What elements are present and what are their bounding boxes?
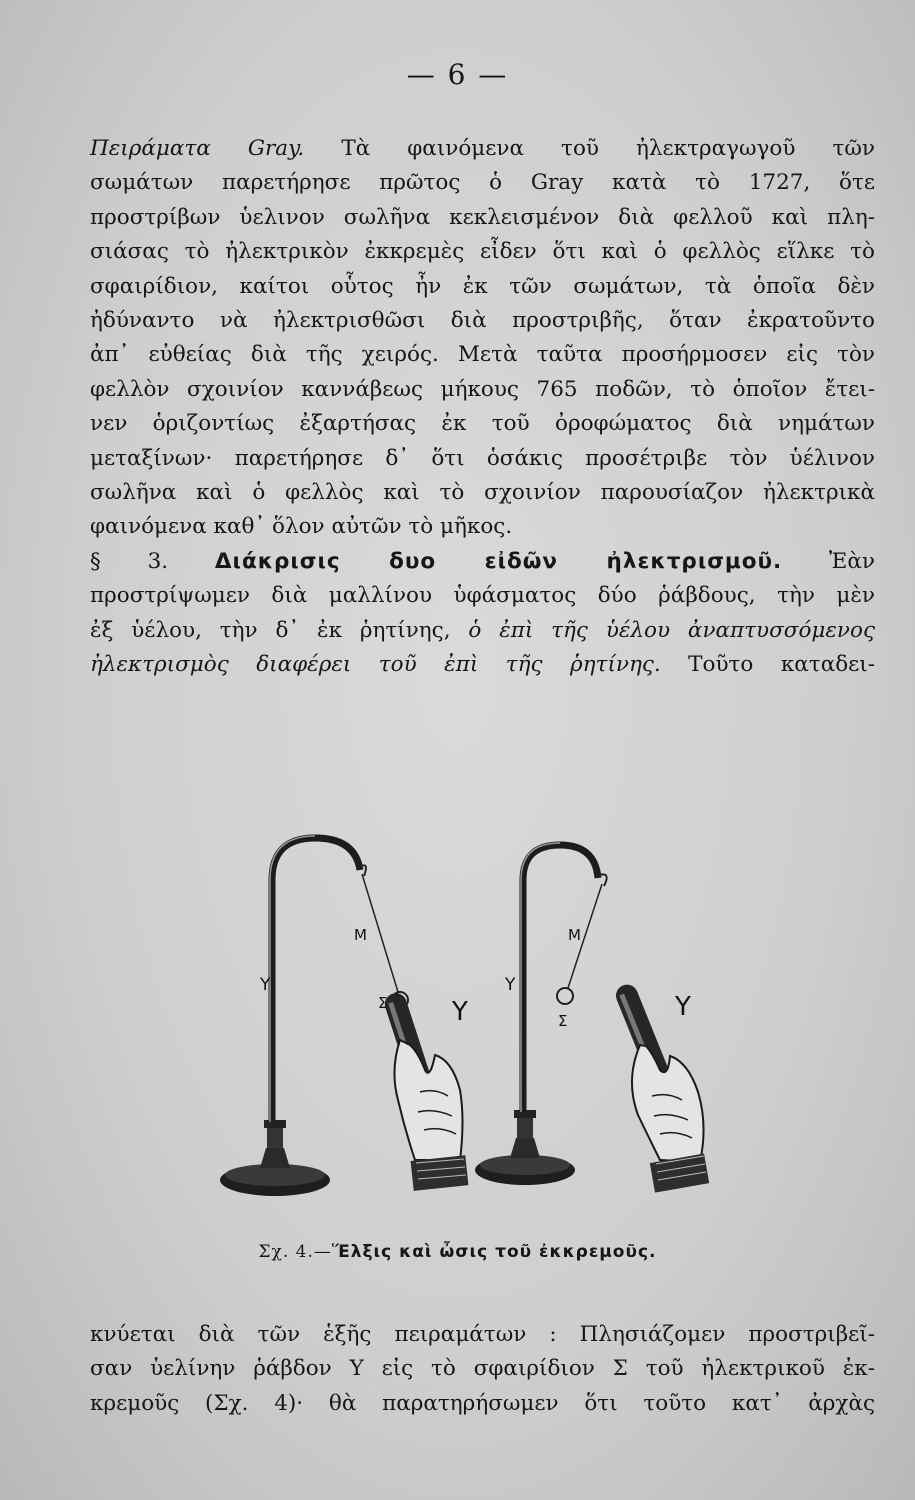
text-line: κνύεται διὰ τῶν ἑξῆς πειραμάτων : Πλησιάζομεν προστριβεῖ- <box>90 1322 875 1347</box>
label-rod-right: Y <box>505 975 516 995</box>
text-line: φαινόμενα καθ᾽ ὅλον αὐτῶν τὸ μῆκος. <box>90 514 513 540</box>
text-line: σφαιρίδιον, καίτοι οὗτος ἦν ἐκ τῶν σωμάτων, τὰ ὁποῖα δὲν <box>90 273 875 299</box>
section-title: Διάκρισις δυο εἰδῶν ἠλεκτρισμοῦ. <box>214 548 783 574</box>
paragraph-gray-experiments <box>90 132 875 683</box>
left-pendulum-apparatus <box>220 836 468 1196</box>
text-line: ἠδύναντο νὰ ἠλεκτρισθῶσι διὰ προστριβῆς, ὅταν ἐκρατοῦντο <box>90 308 875 334</box>
pendulum-figure <box>220 830 900 1200</box>
text-line: φελλὸν σχοινίον καννάβεως μήκους 765 ποδῶν, τὸ ὁποῖον ἔτει- <box>90 376 875 402</box>
label-ball-left: Σ <box>378 994 388 1012</box>
label-thread-left: M <box>354 926 367 944</box>
text-line: ἐξ ὑέλου, τὴν δ᾽ ἐκ ῥητίνης, ὁ ἐπὶ τῆς ὑέλου ἀναπτυσσόμενος <box>90 617 875 643</box>
text-line: προστρίβων ὑελινον σωλῆνα κεκλεισμένον διὰ φελλοῦ καὶ πλη- <box>90 204 875 230</box>
caption-text: Ἕλξις καὶ ὦσις τοῦ ἐκκρεμοῦς. <box>331 1242 657 1262</box>
text-line: σαν ὑελίνην ῥάβδον Υ εἰς τὸ σφαιρίδιον Σ τοῦ ἠλεκτρικοῦ ἐκ- <box>90 1356 875 1382</box>
label-tube-left: Y <box>452 997 468 1027</box>
label-ball-right: Σ <box>558 1012 568 1030</box>
section-heading-line: § 3. Διάκρισις δυο εἰδῶν ἠλεκτρισμοῦ. Ἐὰν <box>90 548 875 574</box>
text-line: κρεμοῦς (Σχ. 4)· θὰ παρατηρήσωμεν ὅτι τοῦτο κατ᾽ ἀρχὰς <box>90 1390 875 1416</box>
text-line: ἀπ᾽ εὐθείας διὰ τῆς χειρός. Μετὰ ταῦτα προσήρμοσεν εἰς τὸν <box>90 342 875 368</box>
text-line: σωμάτων παρετήρησε πρῶτος ὁ Gray κατὰ τὸ 1727, ὅτε <box>90 170 875 196</box>
text-line: σωλῆνα καὶ ὁ φελλὸς καὶ τὸ σχοινίον παρουσίαζον ἠλεκτρικὰ <box>90 480 875 506</box>
paragraph-experiments <box>90 1318 875 1421</box>
text-line: προστρίψωμεν διὰ μαλλίνου ὑφάσματος δύο ῥάβδους, τὴν μὲν <box>90 583 875 609</box>
label-rod-left: Y <box>260 975 271 995</box>
run-in-title: Πειράματα Gray. <box>90 136 305 161</box>
page-number: — 6 — <box>406 58 509 91</box>
label-tube-right: Y <box>675 992 691 1022</box>
caption-prefix: Σχ. 4.— <box>258 1242 332 1262</box>
text-line: σιάσας τὸ ἠλεκτρικὸν ἐκκρεμὲς εἶδεν ὅτι καὶ ὁ φελλὸς εἵλκε τὸ <box>90 239 875 265</box>
text-line: Πειράματα Gray. Τὰ φαινόμενα τοῦ ἠλεκτραγωγοῦ τῶν <box>90 136 875 161</box>
text-line: νεν ὁριζοντίως ἐξαρτήσας ἐκ τοῦ ὀροφώματος διὰ νημάτων <box>90 411 875 437</box>
text-line: ἠλεκτρισμὸς διαφέρει τοῦ ἐπὶ τῆς ῥητίνης. Τοῦτο καταδει- <box>90 652 875 678</box>
section-number: § 3. <box>90 548 169 574</box>
figure-caption <box>0 1242 915 1262</box>
text-line: μεταξίνων· παρετήρησε δ᾽ ὅτι ὁσάκις προσέτριβε τὸν ὑέλινον <box>90 445 875 471</box>
label-thread-right: M <box>568 926 581 944</box>
